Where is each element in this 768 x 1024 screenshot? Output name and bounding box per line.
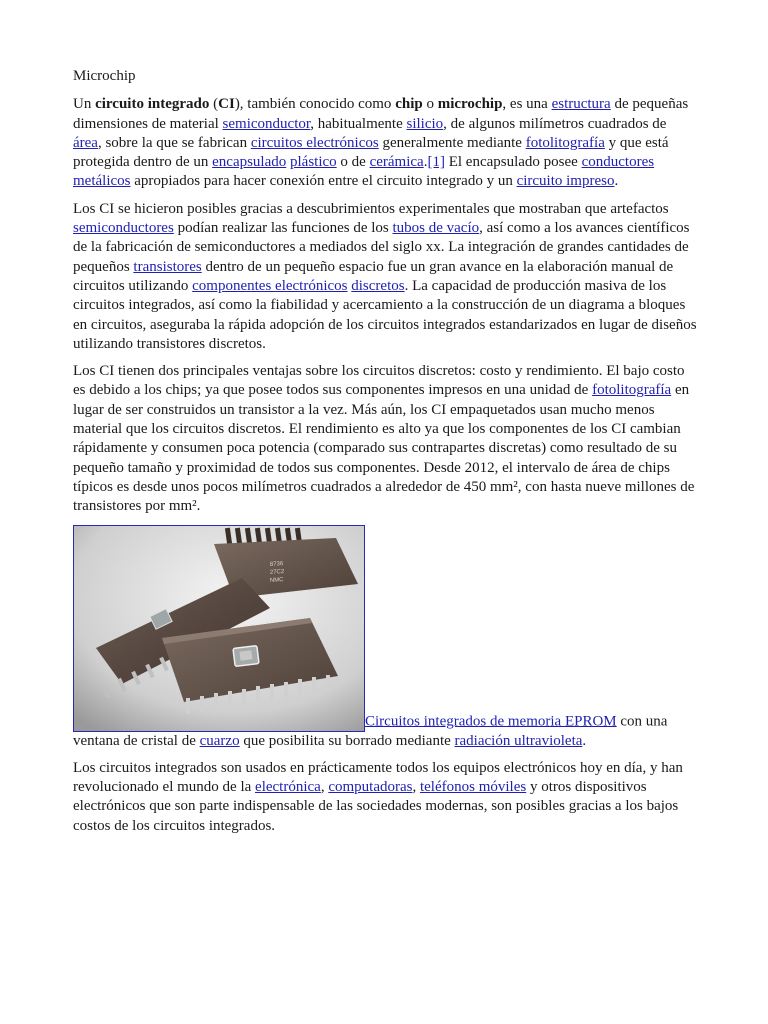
link-area[interactable]: área — [73, 134, 98, 151]
link-1[interactable]: [1] — [427, 154, 445, 171]
link-silicio[interactable]: silicio — [406, 115, 444, 132]
link-computadoras[interactable]: computadoras — [328, 779, 413, 796]
link-semiconductores[interactable]: semiconductores — [73, 220, 174, 237]
link-fotolitografia[interactable]: fotolitografía — [592, 382, 672, 399]
bold-term: microchip — [437, 96, 503, 113]
article — [73, 67, 697, 844]
paragraph-advantages: Los CI tienen dos principales ventajas sobre los circuitos discretos: costo y rendimiento. El bajo costo es debido a los chips; ya que posee todos sus componentes impresos en una unidad de fotolitografía en lugar de ser construidos un transistor a la vez. Más aún, los CI empaquetados usan mucho menos material que los circuitos discretos. El rendimiento es alto ya que los componentes de los CI cambian rápidamente y consumen poca potencia (comparado sus contrapartes discretas) como resultado de su pequeño tamaño y proximidad de todos sus componentes. Desde 2012, el intervalo de área de chips típicos es desde unos pocos milímetros cuadrados a alrededor de 450 mm², con hasta nueve millones de transistores por mm². — [73, 363, 695, 515]
paragraph-history: Los CI se hicieron posibles gracias a descubrimientos experimentales que mostraban que artefactos semiconductores podían realizar las funciones de los tubos de vacío, así como a los avances científicos de la fabricación de semiconductores a mediados del siglo xx. La integración de grandes cantidades de pequeños transistores dentro de un pequeño espacio fue un gran avance en la elaboración manual de circuitos utilizando componentes electrónicos discretos. La capacidad de producción masiva de los circuitos integrados, así como la fiabilidad y acercamiento a la construcción de un diagrama a bloques en circuitos, aseguraba la rápida adopción de los circuitos integrados estandarizados en lugar de diseños utilizando transistores discretos. — [73, 200, 697, 352]
link-circuito-impreso[interactable]: circuito impreso — [516, 173, 615, 190]
link-radiacion-ultravioleta[interactable]: radiación ultravioleta — [454, 732, 583, 749]
link-tubos-de-vacio[interactable]: tubos de vacío — [392, 220, 480, 237]
bold-term: circuito integrado — [95, 96, 210, 113]
link-plastico[interactable]: plástico — [290, 154, 337, 171]
link-circuitos-integrados-de-memoria-eprom[interactable]: Circuitos integrados de memoria EPROM — [365, 713, 617, 730]
link-transistores[interactable]: transistores — [133, 258, 202, 275]
link-discretos[interactable]: discretos — [351, 277, 405, 294]
link-semiconductor[interactable]: semiconductor — [222, 115, 311, 132]
bold-term: chip — [395, 96, 423, 113]
paragraph-intro: Un circuito integrado (CI), también conocido como chip o microchip, es una estructura de pequeñas dimensiones de material semiconductor, habitualmente silicio, de algunos milímetros cuadrados de área, sobre la que se fabrican circuitos electrónicos generalmente mediante fotolitografía y que está protegida dentro de un encapsulado plástico o de cerámica.[1] El encapsulado posee conductores metálicos apropiados para hacer conexión entre el circuito integrado y un circuito impreso. — [73, 96, 689, 190]
link-telefonos-moviles[interactable]: teléfonos móviles — [419, 779, 527, 796]
chip-marking-2: 27C2 — [269, 568, 285, 576]
link-circuitos-electronicos[interactable]: circuitos electrónicos — [250, 134, 379, 151]
chip-marking-3: NMC — [269, 576, 284, 584]
link-componentes-electronicos[interactable]: componentes electrónicos — [192, 277, 348, 294]
link-cuarzo[interactable]: cuarzo — [199, 732, 240, 749]
link-electronica[interactable]: electrónica — [255, 779, 321, 796]
eprom-photo[interactable] — [73, 525, 365, 732]
link-estructura[interactable]: estructura — [551, 96, 611, 113]
eprom-chips-image — [74, 526, 364, 731]
link-ceramica[interactable]: cerámica — [369, 154, 424, 171]
chip-marking-1: 8736 — [269, 560, 284, 568]
link-conductores-metalicos[interactable]: conductores metálicos — [73, 154, 655, 190]
link-fotolitografia[interactable]: fotolitografía — [525, 134, 605, 151]
bold-term: CI — [218, 96, 235, 113]
figure-block — [73, 525, 697, 751]
link-encapsulado[interactable]: encapsulado — [212, 154, 287, 171]
page-title: Microchip — [73, 68, 136, 84]
figure-caption: Circuitos integrados de memoria EPROM con una ventana de cristal de cuarzo que posibilita su borrado mediante radiación ultravioleta. — [73, 713, 668, 749]
paragraph-uses: Los circuitos integrados son usados en prácticamente todos los equipos electrónicos hoy en día, y han revolucionado el mundo de la electrónica, computadoras, teléfonos móviles y otros dispositivos electrónicos que son parte indispensable de las sociedades modernas, son posibles gracias a los bajos costos de los circuitos integrados. — [73, 759, 683, 834]
